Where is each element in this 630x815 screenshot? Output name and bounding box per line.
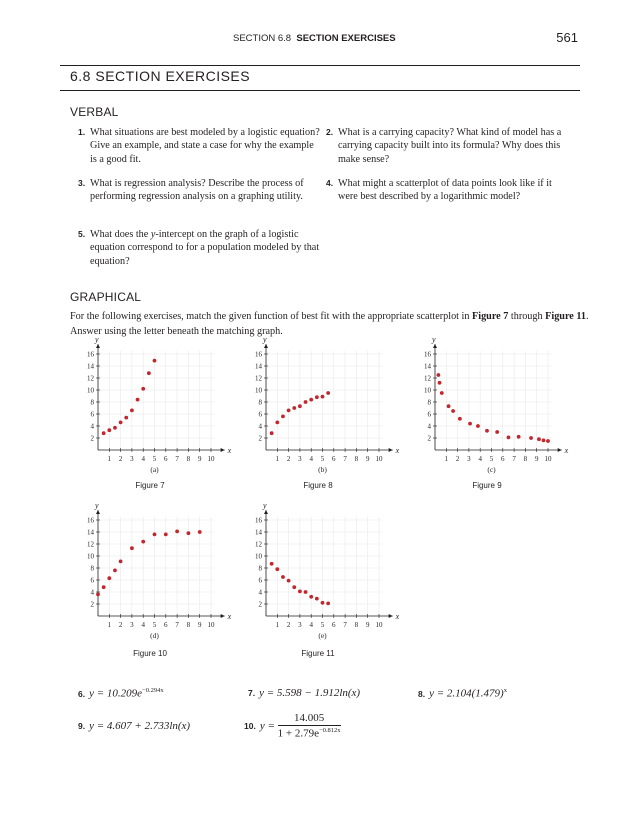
y-tick-label: 6 <box>427 410 431 419</box>
y-tick-label: 8 <box>427 398 431 407</box>
data-point <box>130 546 134 550</box>
data-point <box>447 404 451 408</box>
x-tick-label: 4 <box>478 455 482 463</box>
y-tick-label: 12 <box>255 374 262 383</box>
data-point <box>440 391 444 395</box>
data-point <box>476 424 480 428</box>
y-axis-arrow <box>96 344 100 348</box>
data-point <box>124 416 128 420</box>
scatterplot-d <box>78 501 232 641</box>
data-point <box>436 373 440 377</box>
page-number: 561 <box>556 30 578 45</box>
data-point <box>281 575 285 579</box>
x-tick-label: 2 <box>286 455 291 463</box>
figure-7-caption: Figure 7 <box>135 481 165 490</box>
y-tick-label: 8 <box>258 564 262 573</box>
data-point <box>130 409 134 413</box>
data-point <box>147 371 151 375</box>
x-tick-label: 6 <box>164 455 168 463</box>
data-point <box>321 395 325 399</box>
data-point <box>298 404 302 408</box>
exercise-5: 5. What does the y-intercept on the graph of a logistic equation correspond to for a population modeled by that equation? <box>78 229 320 267</box>
data-point <box>153 533 157 537</box>
x-tick-label: 2 <box>118 455 123 463</box>
x-tick-label: 7 <box>343 621 347 629</box>
data-point <box>153 359 157 363</box>
function-10: 10. y = $\frac{14.005}{1 + 2.79e^{-0.812x}}$ <box>244 712 341 740</box>
data-point <box>164 533 168 537</box>
y-axis-label: y <box>432 335 436 344</box>
data-point <box>321 601 325 605</box>
data-point <box>438 381 442 385</box>
function-6: 6. $y = 10.209e^{-0.294x}$ <box>78 687 164 700</box>
x-tick-label: 4 <box>309 621 313 629</box>
data-point <box>542 439 546 443</box>
x-axis-arrow <box>389 448 393 452</box>
data-point <box>107 576 111 580</box>
data-point <box>113 426 117 430</box>
data-point <box>175 530 179 534</box>
x-tick-label: 3 <box>298 621 302 629</box>
x-tick-label: 7 <box>175 455 179 463</box>
figure-sublabel: (a) <box>150 465 159 474</box>
y-tick-label: 8 <box>90 564 94 573</box>
data-point <box>275 567 279 571</box>
x-tick-label: 8 <box>354 455 359 463</box>
x-tick-label: 4 <box>141 621 145 629</box>
x-tick-label: 3 <box>130 455 134 463</box>
running-head-section: SECTION 6.8 SECTION EXERCISES <box>233 33 396 44</box>
x-tick-label: 8 <box>186 455 191 463</box>
y-tick-label: 16 <box>424 350 431 359</box>
y-tick-label: 12 <box>255 540 262 549</box>
x-tick-label: 4 <box>309 455 313 463</box>
y-tick-label: 10 <box>424 386 431 395</box>
x-tick-label: 6 <box>164 621 168 629</box>
y-tick-label: 14 <box>255 528 262 537</box>
y-tick-label: 12 <box>424 374 431 383</box>
y-tick-label: 4 <box>90 422 94 431</box>
data-point <box>96 593 100 597</box>
x-tick-label: 4 <box>141 455 145 463</box>
x-tick-label: 3 <box>130 621 134 629</box>
x-tick-label: 10 <box>375 621 383 629</box>
y-tick-label: 4 <box>258 422 262 431</box>
data-point <box>270 431 274 435</box>
y-tick-label: 6 <box>258 576 262 585</box>
y-tick-label: 6 <box>90 410 94 419</box>
figure-9-caption: Figure 9 <box>472 481 502 490</box>
y-tick-label: 10 <box>255 552 262 561</box>
data-point <box>315 597 319 601</box>
y-tick-label: 14 <box>87 528 94 537</box>
data-point <box>113 569 117 573</box>
scatterplot-b <box>246 335 400 475</box>
data-point <box>529 436 533 440</box>
data-point <box>468 422 472 426</box>
y-tick-label: 16 <box>255 350 262 359</box>
exercise-3: 3. What is regression analysis? Describe the process of performing regression analysis on a graphing utility. <box>78 178 304 203</box>
x-tick-label: 9 <box>365 455 370 463</box>
data-point <box>309 595 313 599</box>
y-tick-label: 10 <box>87 552 94 561</box>
y-tick-label: 10 <box>255 386 262 395</box>
x-tick-label: 1 <box>275 455 280 463</box>
data-point <box>485 429 489 433</box>
y-axis-label: y <box>95 501 99 510</box>
data-point <box>507 436 511 440</box>
y-tick-label: 8 <box>258 398 262 407</box>
x-tick-label: 10 <box>544 455 552 463</box>
x-tick-label: 2 <box>118 621 123 629</box>
y-tick-label: 8 <box>90 398 94 407</box>
y-tick-label: 12 <box>87 540 94 549</box>
data-point <box>287 409 291 413</box>
data-point <box>451 409 455 413</box>
y-tick-label: 2 <box>90 600 94 609</box>
exercise-2: 2. What is a carrying capacity? What kind of model has a carrying capacity built into its formula? Why does this make sense? <box>326 127 562 165</box>
figure-sublabel: (b) <box>318 465 327 474</box>
data-point <box>315 395 319 399</box>
y-tick-label: 14 <box>255 362 262 371</box>
graphical-intro: For the following exercises, match the given function of best fit with the appropriate scatterplot in Figure 7 through Figure 11. Answer using the letter beneath the matching graph. <box>70 311 589 337</box>
data-point <box>546 439 550 443</box>
y-axis-label: y <box>263 501 267 510</box>
x-tick-label: 6 <box>332 455 336 463</box>
data-point <box>198 530 202 534</box>
x-tick-label: 3 <box>298 455 302 463</box>
data-point <box>458 417 462 421</box>
exercise-4: 4. What might a scatterplot of data points look like if it were best described by a logarithmic model? <box>326 178 552 203</box>
data-point <box>107 428 111 432</box>
verbal-heading: VERBAL <box>70 105 119 119</box>
data-point <box>304 590 308 594</box>
data-point <box>326 602 330 606</box>
function-7: 7. y = 5.598 − 1.912ln(x) <box>248 687 361 699</box>
x-tick-label: 10 <box>375 455 383 463</box>
figure-10-caption: Figure 10 <box>133 649 167 658</box>
x-tick-label: 3 <box>467 455 471 463</box>
section-title: 6.8 SECTION EXERCISES <box>70 68 251 84</box>
x-tick-label: 6 <box>332 621 336 629</box>
x-tick-label: 5 <box>320 621 325 629</box>
figure-11-caption: Figure 11 <box>301 649 335 658</box>
data-point <box>275 421 279 425</box>
x-axis-arrow <box>221 448 225 452</box>
y-tick-label: 2 <box>90 434 94 443</box>
header-rule <box>60 65 580 66</box>
data-point <box>270 562 274 566</box>
x-tick-label: 2 <box>455 455 460 463</box>
y-tick-label: 4 <box>90 588 94 597</box>
data-point <box>102 585 106 589</box>
x-axis-label: x <box>227 612 232 621</box>
y-tick-label: 16 <box>255 516 262 525</box>
x-tick-label: 1 <box>107 455 112 463</box>
figure-sublabel: (c) <box>487 465 496 474</box>
x-tick-label: 1 <box>444 455 449 463</box>
x-tick-label: 10 <box>207 621 215 629</box>
y-axis-label: y <box>95 335 99 344</box>
x-tick-label: 8 <box>523 455 528 463</box>
data-point <box>309 398 313 402</box>
data-point <box>141 540 145 544</box>
graphical-heading: GRAPHICAL <box>70 290 142 304</box>
x-tick-label: 5 <box>320 455 325 463</box>
y-tick-label: 10 <box>87 386 94 395</box>
x-tick-label: 2 <box>286 621 291 629</box>
data-point <box>287 579 291 583</box>
data-point <box>141 387 145 391</box>
x-tick-label: 9 <box>365 621 370 629</box>
data-point <box>495 430 499 434</box>
x-tick-label: 9 <box>197 621 202 629</box>
x-tick-label: 9 <box>197 455 202 463</box>
data-point <box>281 415 285 419</box>
y-tick-label: 14 <box>424 362 431 371</box>
figure-8-caption: Figure 8 <box>303 481 333 490</box>
y-axis-arrow <box>264 510 268 514</box>
function-9: 9. y = 4.607 + 2.733ln(x) <box>78 720 191 732</box>
data-point <box>298 590 302 594</box>
y-tick-label: 16 <box>87 350 94 359</box>
y-tick-label: 6 <box>258 410 262 419</box>
x-tick-label: 8 <box>186 621 191 629</box>
data-point <box>119 421 123 425</box>
data-point <box>187 531 191 535</box>
x-tick-label: 7 <box>512 455 516 463</box>
x-tick-label: 8 <box>354 621 359 629</box>
title-rule <box>60 90 580 91</box>
scatterplot-c <box>415 335 569 475</box>
y-tick-label: 6 <box>90 576 94 585</box>
data-point <box>136 398 140 402</box>
x-axis-arrow <box>221 614 225 618</box>
x-tick-label: 9 <box>534 455 539 463</box>
x-tick-label: 5 <box>152 455 157 463</box>
scatterplot-e <box>246 501 400 641</box>
x-axis-label: x <box>395 612 400 621</box>
exercise-1: 1. What situations are best modeled by a logistic equation? Give an example, and state a case for why the example is a good fit. <box>78 127 320 165</box>
x-axis-arrow <box>389 614 393 618</box>
y-tick-label: 14 <box>87 362 94 371</box>
data-point <box>292 585 296 589</box>
x-tick-label: 7 <box>343 455 347 463</box>
data-point <box>326 391 330 395</box>
y-tick-label: 2 <box>427 434 431 443</box>
x-axis-label: x <box>227 446 232 455</box>
data-point <box>517 435 521 439</box>
y-tick-label: 4 <box>427 422 431 431</box>
x-tick-label: 5 <box>489 455 494 463</box>
x-tick-label: 1 <box>275 621 280 629</box>
y-axis-arrow <box>264 344 268 348</box>
y-axis-arrow <box>96 510 100 514</box>
data-point <box>292 406 296 410</box>
figure-sublabel: (e) <box>318 631 327 640</box>
x-tick-label: 5 <box>152 621 157 629</box>
y-axis-label: y <box>263 335 267 344</box>
y-axis-arrow <box>433 344 437 348</box>
data-point <box>102 431 106 435</box>
y-tick-label: 2 <box>258 434 262 443</box>
y-tick-label: 2 <box>258 600 262 609</box>
scatterplot-a <box>78 335 232 475</box>
x-axis-arrow <box>558 448 562 452</box>
x-tick-label: 7 <box>175 621 179 629</box>
fraction: $\frac{14.005}{1 + 2.79e^{-0.812x}}$ <box>277 712 341 740</box>
y-tick-label: 16 <box>87 516 94 525</box>
x-tick-label: 6 <box>501 455 505 463</box>
function-8: 8. $y = 2.104(1.479)^x$ <box>418 687 507 700</box>
y-tick-label: 4 <box>258 588 262 597</box>
data-point <box>537 437 541 441</box>
figure-sublabel: (d) <box>150 631 159 640</box>
x-axis-label: x <box>395 446 400 455</box>
x-axis-label: x <box>564 446 569 455</box>
data-point <box>304 400 308 404</box>
x-tick-label: 10 <box>207 455 215 463</box>
y-tick-label: 12 <box>87 374 94 383</box>
x-tick-label: 1 <box>107 621 112 629</box>
data-point <box>119 560 123 564</box>
